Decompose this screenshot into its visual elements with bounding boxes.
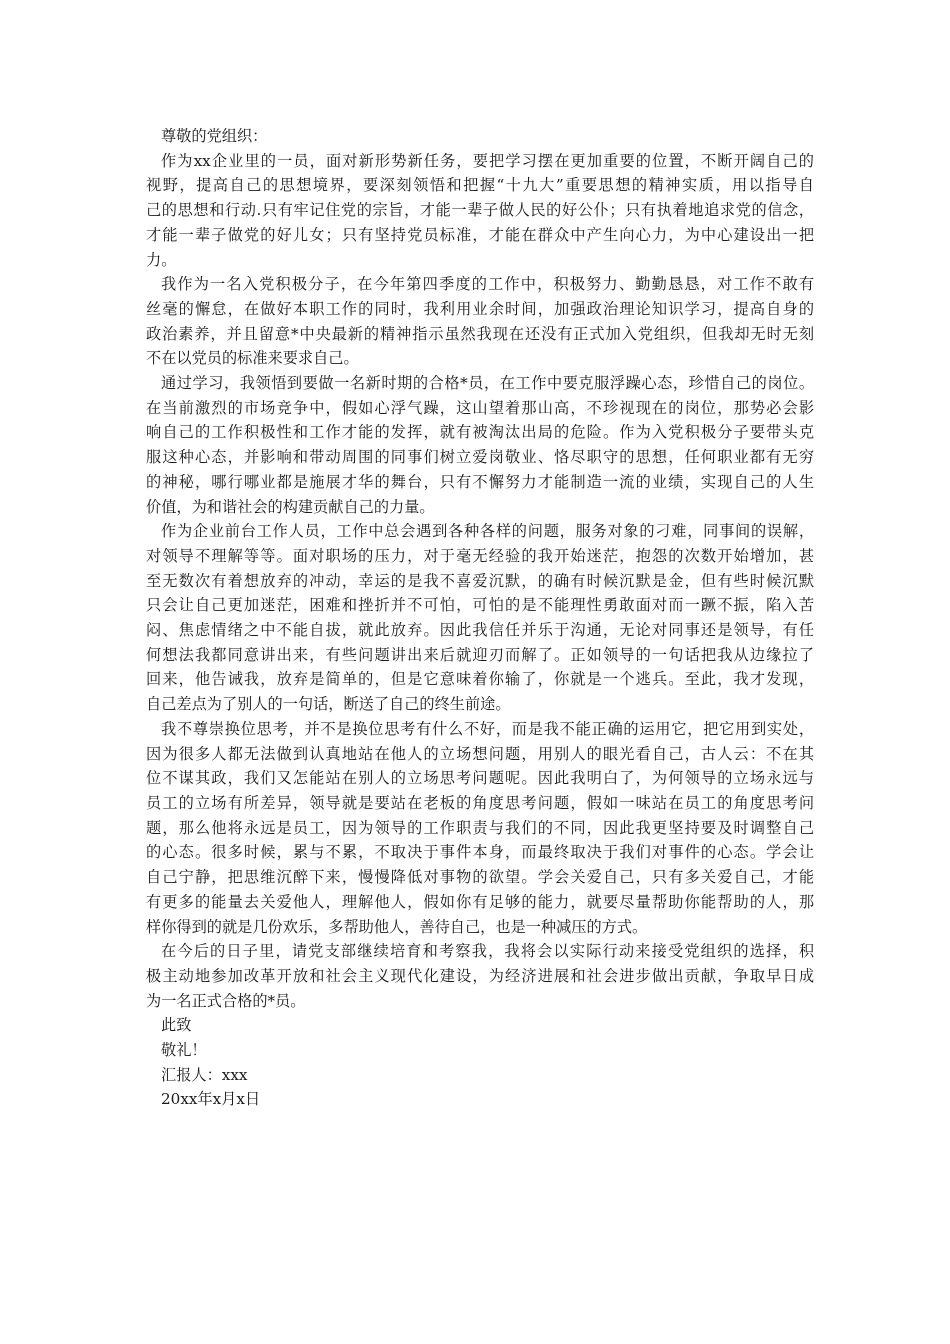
paragraph-line: 闷、焦虑情绪之中不能自拔，就此放弃。因此我信任并乐于沟通，无论对同事还是领导，有任 — [146, 621, 814, 640]
paragraph-line: 通过学习，我领悟到要做一名新时期的合格*员，在工作中要克服浮躁心态，珍惜自己的岗位。 — [161, 374, 814, 393]
paragraph-line: 在今后的日子里，请党支部继续培育和考察我，我将会以实际行动来接受党组织的选择，积 — [161, 942, 814, 961]
paragraph-line: 只会让自己更加迷茫，困难和挫折并不可怕，可怕的是不能理性勇敢面对而一蹶不振，陷入苦 — [146, 596, 814, 615]
paragraph-line: 政治素养，并且留意*中央最新的精神指示虽然我现在还没有正式加入党组织，但我却无时无刻 — [146, 324, 814, 343]
letter-body — [146, 124, 814, 1112]
paragraph-line: 至无数次有着想放弃的冲动，幸运的是我不喜爱沉默，的确有时候沉默是金，但有些时候沉默 — [146, 571, 814, 590]
paragraph-line: 价值，为和谐社会的构建贡献自己的力量。 — [146, 497, 435, 516]
paragraph-line: 的神秘，哪行哪业都是施展才华的舞台，只有不懈努力才能制造一流的业绩，实现自己的人生 — [146, 472, 814, 491]
paragraph-line: 丝毫的懈怠，在做好本职工作的同时，我利用业余时间，加强政治理论知识学习，提高自身的 — [146, 299, 814, 318]
paragraph-3 — [146, 371, 814, 519]
paragraph-line: 我不尊崇换位思考，并不是换位思考有什么不好，而是我不能正确的运用它，把它用到实处， — [161, 719, 814, 738]
paragraph-line: 的心态。很多时候，累与不累，不取决于事件本身，而最终取决于我们对事件的心态。学会让 — [146, 843, 814, 862]
paragraph-5 — [146, 717, 814, 939]
paragraph-line: 自己差点为了别人的一句话，断送了自己的终生前途。 — [146, 695, 511, 714]
reporter-signature: 汇报人：xxx — [161, 1065, 248, 1084]
report-date: 20xx年x月x日 — [161, 1090, 261, 1109]
paragraph-line: 视野，提高自己的思想境界，要深刻领悟和把握“十九大”重要思想的精神实质，用以指导自 — [146, 176, 814, 195]
paragraph-line: 因为很多人都无法做到认真地站在他人的立场想问题，用别人的眼光看自己，古人云：不在其 — [146, 744, 814, 763]
paragraph-line: 作为企业前台工作人员，工作中总会遇到各种各样的问题，服务对象的刁难，同事间的误解， — [161, 522, 814, 541]
closing-block — [146, 1013, 814, 1112]
paragraph-line: 回来，他告诫我，放弃是简单的，但是它意味着你输了，你就是一个逃兵。至此，我才发现， — [146, 670, 814, 689]
closing-jingli: 敬礼！ — [161, 1041, 207, 1060]
paragraph-line: 不在以党员的标准来要求自己。 — [146, 349, 359, 368]
closing-cizhi: 此致 — [161, 1016, 192, 1035]
paragraph-line: 题，那么他将永远是员工，因为领导的工作职责与我们的不同，因此我更坚持要及时调整自己 — [146, 818, 814, 837]
paragraph-line: 我作为一名入党积极分子，在今年第四季度的工作中，积极努力、勤勤恳恳，对工作不敢有 — [161, 275, 814, 294]
paragraph-line: 力。 — [146, 250, 177, 269]
paragraph-line: 作为xx企业里的一员，面对新形势新任务，要把学习摆在更加重要的位置，不断开阔自己的 — [161, 151, 814, 170]
paragraph-line: 响自己的工作积极性和工作才能的发挥，就有被淘汰出局的危险。作为入党积极分子要带头克 — [146, 423, 814, 442]
paragraph-4 — [146, 519, 814, 717]
paragraph-line: 何想法我都同意讲出来，有些问题讲出来后就迎刃而解了。正如领导的一句话把我从边缘拉了 — [146, 645, 814, 664]
paragraph-line: 才能一辈子做党的好儿女；只有坚持党员标准，才能在群众中产生向心力，为中心建设出一把 — [146, 225, 814, 244]
paragraph-line: 对领导不理解等等。面对职场的压力，对于毫无经验的我开始迷茫，抱怨的次数开始增加，甚 — [146, 546, 814, 565]
paragraph-2 — [146, 272, 814, 371]
paragraph-1 — [146, 149, 814, 273]
paragraph-line: 有更多的能量去关爱他人，理解他人，假如你有足够的能力，就要尽量帮助你能帮助的人，那 — [146, 892, 814, 911]
paragraph-line: 在当前激烈的市场竞争中，假如心浮气躁，这山望着那山高，不珍视现在的岗位，那势必会影 — [146, 398, 814, 417]
paragraph-line: 自己宁静，把思维沉醉下来，慢慢降低对事物的欲望。学会关爱自己，只有多关爱自己，才能 — [146, 868, 814, 887]
salutation: 尊敬的党组织： — [161, 127, 268, 145]
paragraph-line: 样你得到的就是几份欢乐，多帮助他人，善待自己，也是一种减压的方式。 — [146, 917, 648, 936]
paragraph-6 — [146, 939, 814, 1013]
paragraph-line: 员工的立场有所差异，领导就是要站在老板的角度思考问题，假如一味站在员工的角度思考问 — [146, 793, 814, 812]
paragraph-line: 位不谋其政，我们又怎能站在别人的立场思考问题呢。因此我明白了，为何领导的立场永远与 — [146, 769, 814, 788]
paragraph-line: 极主动地参加改革开放和社会主义现代化建设，为经济进展和社会进步做出贡献，争取早日成 — [146, 966, 814, 985]
paragraph-line: 为一名正式合格的*员。 — [146, 991, 306, 1010]
paragraph-line: 服这种心态，并影响和带动周围的同事们树立爱岗敬业、恪尽职守的思想，任何职业都有无穷 — [146, 448, 814, 467]
paragraph-line: 己的思想和行动.只有牢记住党的宗旨，才能一辈子做人民的好公仆；只有执着地追求党的信念， — [146, 201, 814, 220]
